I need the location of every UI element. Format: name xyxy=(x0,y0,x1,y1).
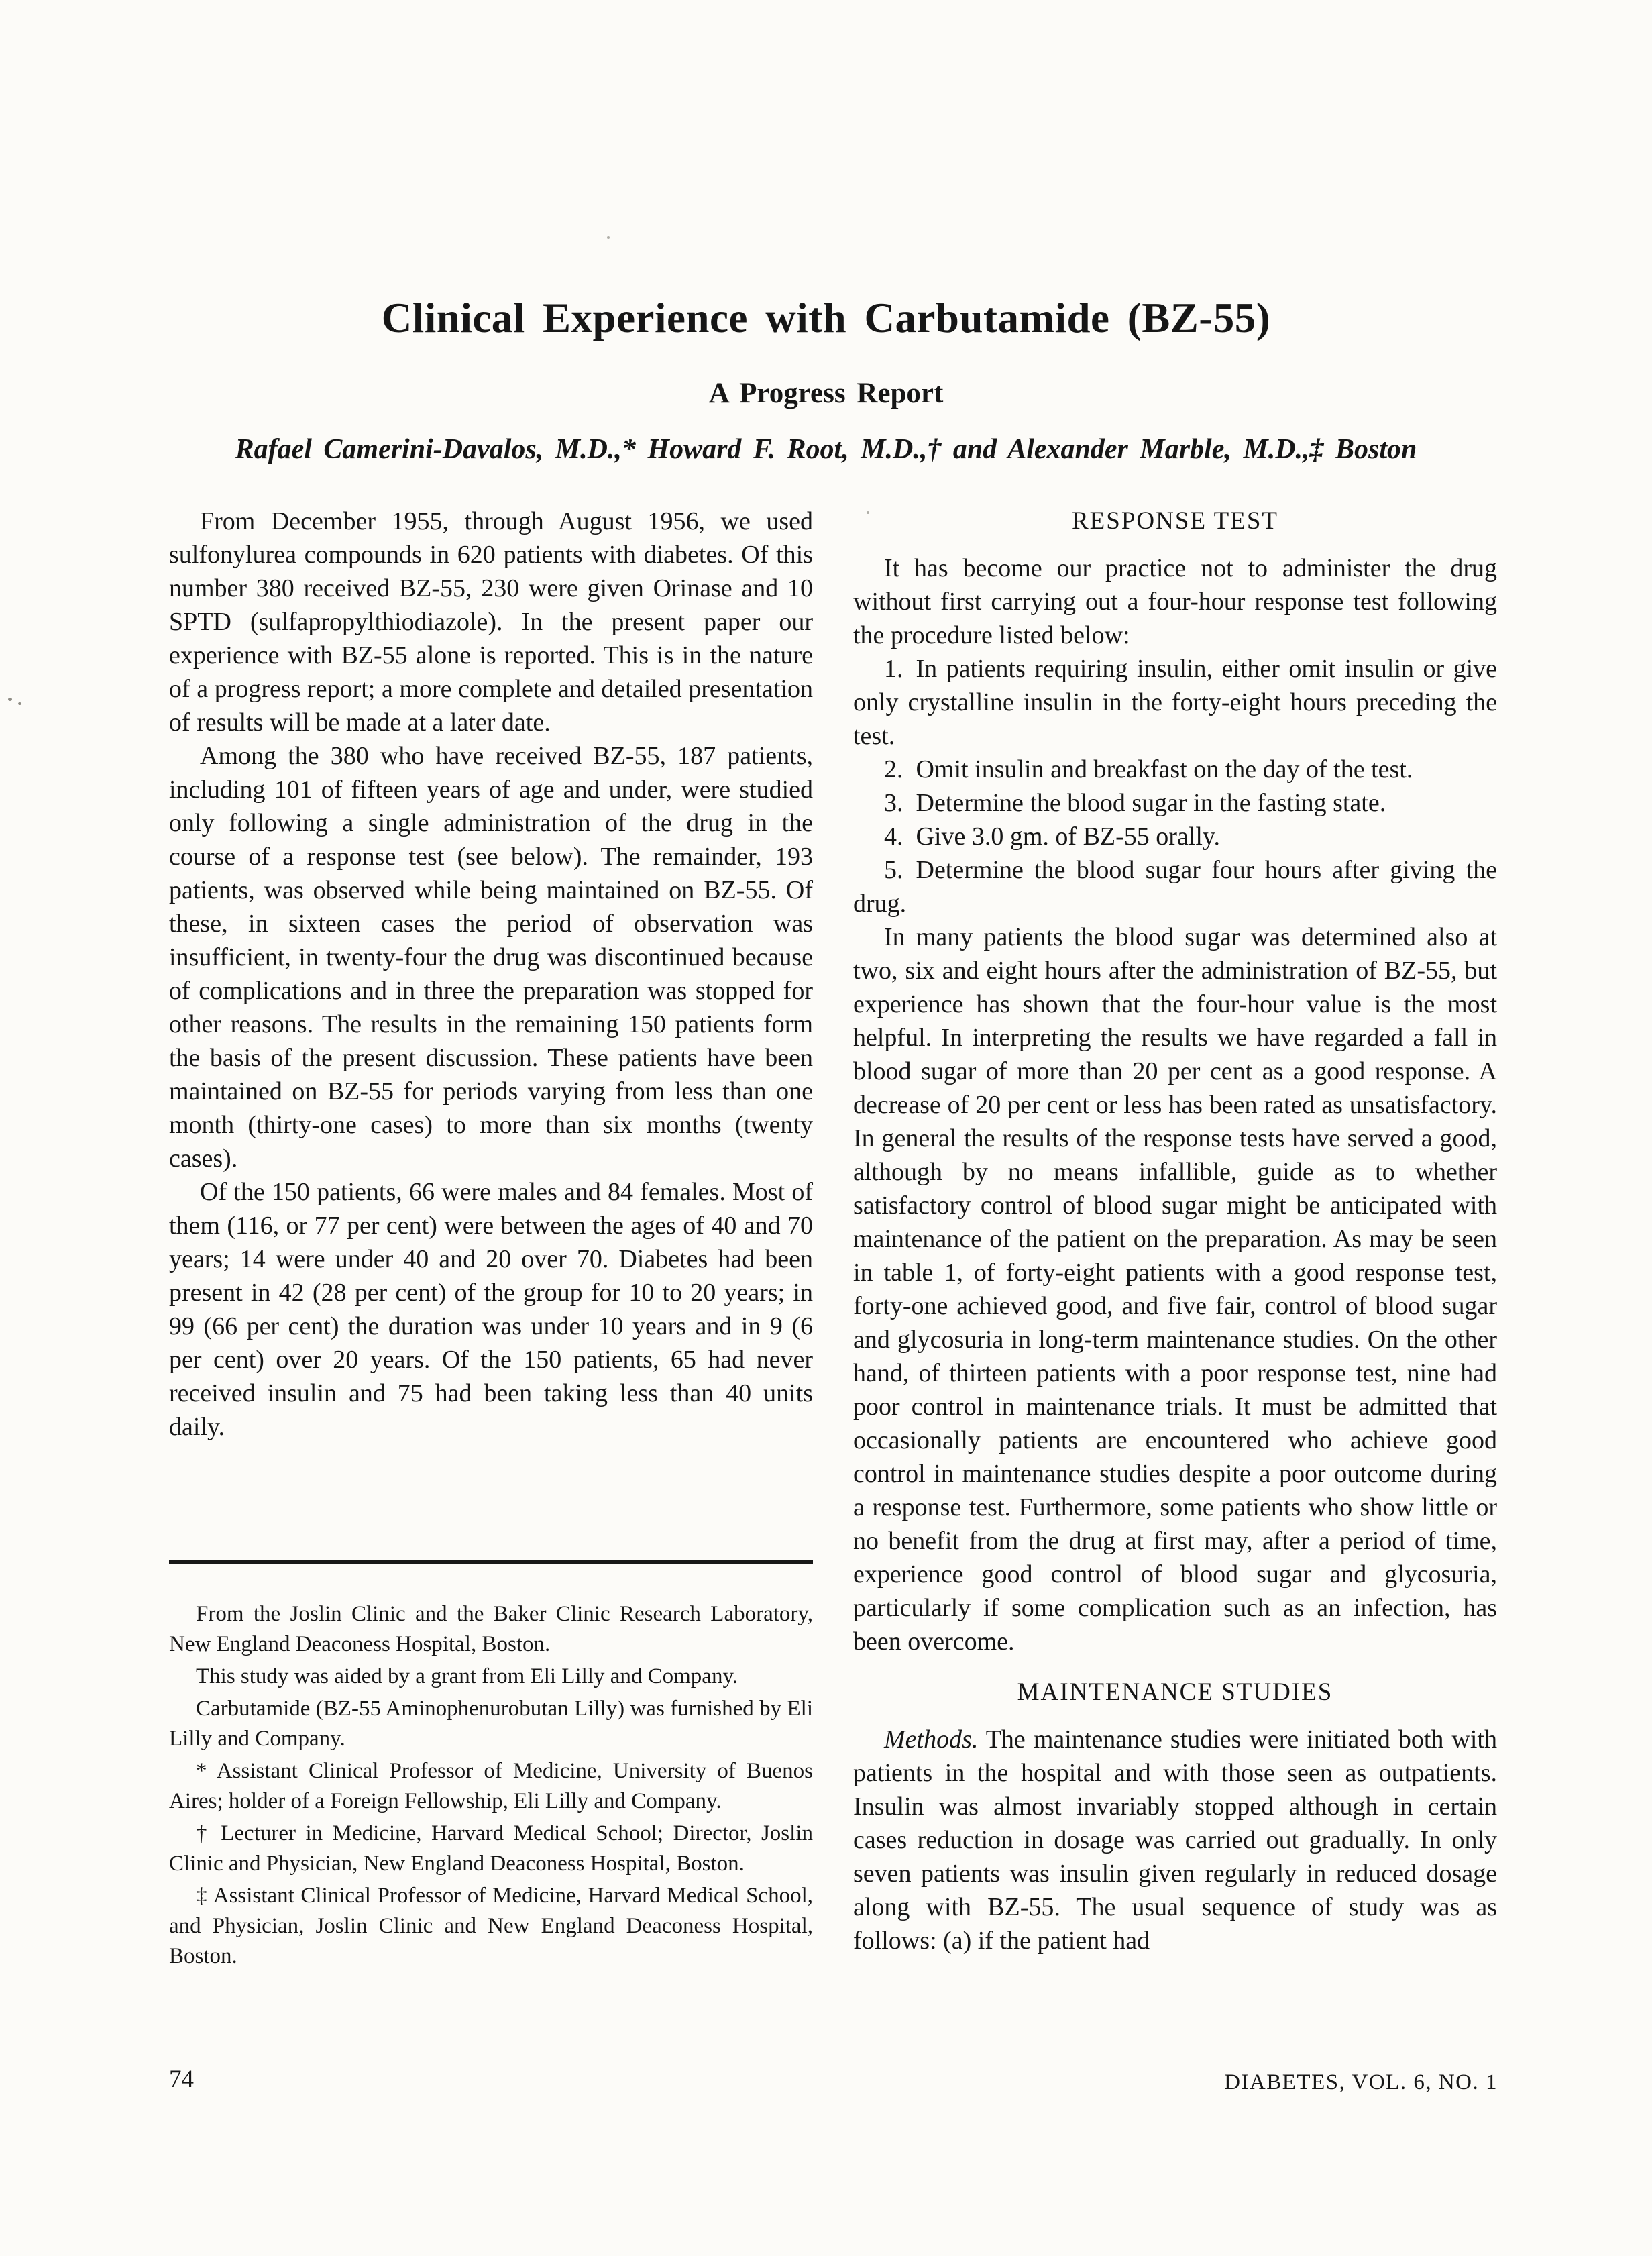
paper-subtitle: A Progress Report xyxy=(708,378,944,409)
paper-title: Clinical Experience with Carbutamide (BZ-55) xyxy=(381,294,1271,341)
numbered-step: 5. Determine the blood sugar four hours after giving the drug. xyxy=(853,856,1497,918)
right-column xyxy=(853,504,1497,1957)
scan-speck xyxy=(867,511,869,514)
section-heading-response-test: RESPONSE TEST xyxy=(1071,507,1279,535)
left-column xyxy=(169,504,813,1444)
footnote: Carbutamide (BZ-55 Aminophenurobutan Lilly) was furnished by Eli Lilly and Company. xyxy=(169,1697,813,1751)
body-paragraph: It has become our practice not to administer the drug without first carrying out a four-hour response test following the procedure listed below: xyxy=(853,554,1497,649)
page-number: 74 xyxy=(169,2065,194,2093)
scan-speck xyxy=(607,236,610,239)
scan-speck xyxy=(8,698,12,701)
footnote: † Lecturer in Medicine, Harvard Medical School; Director, Joslin Clinic and Physician, New England Deaconess Hospital, Boston. xyxy=(169,1821,813,1876)
footnote: ‡ Assistant Clinical Professor of Medicine, Harvard Medical School, and Physician, Joslin Clinic and New England Deaconess Hospital, Boston. xyxy=(169,1884,813,1968)
section-heading-maintenance-studies: MAINTENANCE STUDIES xyxy=(1017,1678,1333,1706)
body-paragraph: Of the 150 patients, 66 were males and 84 females. Most of them (116, or 77 per cent) were between the ages of 40 and 70 years; 14 were under 40 and 20 over 70. Diabetes had been present in 42 (28 per cent) of the group for 10 to 20 years; in 99 (66 per cent) the duration was under 10 years and in 9 (6 per cent) over 20 years. Of the 150 patients, 65 had never received insulin and 75 had been taking less than 40 units daily. xyxy=(169,1178,813,1441)
footnote: From the Joslin Clinic and the Baker Clinic Research Laboratory, New England Deaconess Hospital, Boston. xyxy=(169,1602,813,1656)
numbered-step: 2. Omit insulin and breakfast on the day of the test. xyxy=(884,755,1413,784)
numbered-step: 1. In patients requiring insulin, either omit insulin or give only crystalline insulin in the forty-eight hours preceding the test. xyxy=(853,655,1497,750)
journal-footer: DIABETES, VOL. 6, NO. 1 xyxy=(1224,2070,1498,2094)
footnote: This study was aided by a grant from Eli Lilly and Company. xyxy=(196,1664,738,1688)
body-paragraph: Among the 380 who have received BZ-55, 187 patients, including 101 of fifteen years of age and under, were studied only following a single administration of the drug in the course of a response test (see below). The remainder, 193 patients, was observed while being maintained on BZ-55. Of these, in sixteen cases the period of observation was insufficient, in twenty-four the drug was discontinued because of complications and in three the preparation was stopped for other reasons. The results in the remaining 150 patients form the basis of the present discussion. These patients have been maintained on BZ-55 for periods varying from less than one month (thirty-one cases) to more than six months (twenty cases). xyxy=(169,742,813,1173)
body-paragraph: In many patients the blood sugar was determined also at two, six and eight hours after the administration of BZ-55, but experience has shown that the four-hour value is the most helpful. In interpreting the results we have regarded a fall in blood sugar of more than 20 per cent as a good response. A decrease of 20 per cent or less has been rated as unsatisfactory. In general the results of the response tests have served a good, although by no means infallible, guide as to whether satisfactory control of blood sugar might be anticipated with maintenance of the patient on the preparation. As may be seen in table 1, of forty-eight patients with a good response test, forty-one achieved good, and five fair, control of blood sugar and glycosuria in long-term maintenance studies. On the other hand, of thirteen patients with a poor response test, nine had poor control in maintenance trials. It must be admitted that occasionally patients are encountered who achieve good control in maintenance studies despite a poor outcome during a response test. Furthermore, some patients who show little or no benefit from the drug at first may, after a period of time, experience good control of blood sugar and glycosuria, particularly if some complication such as an infection, has been overcome. xyxy=(853,923,1497,1656)
authors-line: Rafael Camerini-Davalos, M.D.,* Howard F. Root, M.D.,† and Alexander Marble, M.D.,‡ Boston xyxy=(235,434,1417,465)
body-paragraph: From December 1955, through August 1956, we used sulfonylurea compounds in 620 patients with diabetes. Of this number 380 received BZ-55, 230 were given Orinase and 10 SPTD (sulfapropylthiodiazole). In the present paper our experience with BZ-55 alone is reported. This is in the nature of a progress report; a more complete and detailed presentation of results will be made at a later date. xyxy=(169,507,813,737)
numbered-step: 4. Give 3.0 gm. of BZ-55 orally. xyxy=(884,822,1220,851)
footnote: * Assistant Clinical Professor of Medicine, University of Buenos Aires; holder of a Foreign Fellowship, Eli Lilly and Company. xyxy=(169,1759,813,1813)
footnote-divider xyxy=(169,1560,813,1564)
footnotes-block xyxy=(169,1599,813,1974)
paragraph-text: The maintenance studies were initiated both with patients in the hospital and with those seen as outpatients. Insulin was almost invariably stopped although in certain cases reduction in dosage was carried out gradually. In only seven patients was insulin given regularly in reduced dosage along with BZ-55. The usual sequence of study was as follows: (a) if the patient had xyxy=(853,1725,1497,1955)
body-paragraph xyxy=(853,1723,1497,1957)
numbered-step: 3. Determine the blood sugar in the fasting state. xyxy=(884,789,1386,817)
scan-speck xyxy=(18,702,21,705)
paragraph-lead-italic: Methods. xyxy=(884,1725,979,1754)
